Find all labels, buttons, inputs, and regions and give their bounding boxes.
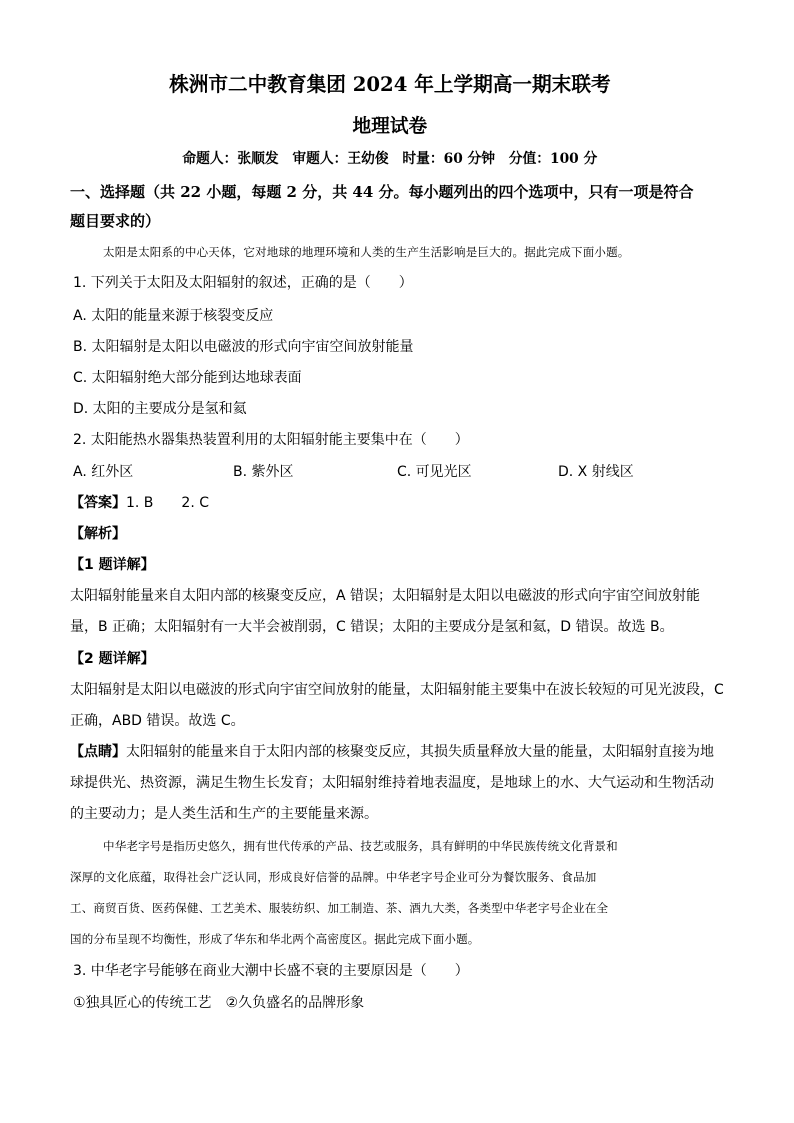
exam-meta: 命题人：张顺发 审题人：王幼俊 时量：60 分钟 分值：100 分 (182, 151, 598, 167)
question-2-option-b: B. 紫外区 (233, 464, 294, 480)
section-heading-line1: 一、选择题（共 22 小题，每题 2 分，共 44 分。每小题列出的四个选项中，只有一项是符合 (70, 183, 694, 201)
exam-title: 株洲市二中教育集团 2024 年上学期高一期末联考 (169, 72, 611, 96)
point-line-1: 太阳辐射的能量来自于太阳内部的核聚变反应，其损失质量释放大量的能量，太阳辐射直接为地 (126, 744, 714, 760)
exam-subject: 地理试卷 (352, 115, 428, 137)
point-row (70, 745, 714, 759)
answer-text: 1. B 2. C (126, 495, 209, 511)
point-line-2: 球提供光、热资源，满足生物生长发育；太阳辐射维持着地表温度，是地球上的水、大气运动和生物活动 (70, 775, 714, 791)
answer-label: 【答案】 (70, 495, 126, 511)
detail-1-line-1: 太阳辐射能量来自太阳内部的核聚变反应，A 错误；太阳辐射是太阳以电磁波的形式向宇宙空间放射能 (70, 588, 701, 604)
detail-2-line-1: 太阳辐射是太阳以电磁波的形式向宇宙空间放射的能量，太阳辐射能主要集中在波长较短的可见光波段，C (70, 682, 724, 698)
question-3-stem: 3. 中华老字号能够在商业大潮中长盛不衰的主要原因是（ ） (73, 963, 469, 979)
analysis-label: 【解析】 (70, 526, 126, 542)
question-1-option-a: A. 太阳的能量来源于核裂变反应 (73, 308, 274, 324)
detail-2-label: 【2 题详解】 (70, 651, 155, 667)
detail-2-line-2: 正确，ABD 错误。故选 C。 (70, 713, 245, 729)
detail-1-label: 【1 题详解】 (70, 557, 155, 573)
question-2-option-d: D. X 射线区 (558, 464, 634, 480)
question-1-stem: 1. 下列关于太阳及太阳辐射的叙述，正确的是（ ） (73, 275, 413, 291)
passage-brands-line-4: 国的分布呈现不均衡性，形成了华东和华北两个高密度区。据此完成下面小题。 (70, 932, 480, 946)
question-3-line-2: ①独具匠心的传统工艺 ②久负盛名的品牌形象 (73, 995, 365, 1011)
question-2-option-c: C. 可见光区 (397, 464, 472, 480)
point-line-3: 的主要动力；是人类生活和生产的主要能量来源。 (70, 806, 378, 822)
question-2-stem: 2. 太阳能热水器集热装置利用的太阳辐射能主要集中在（ ） (73, 432, 469, 448)
passage-brands-line-1: 中华老字号是指历史悠久，拥有世代传承的产品、技艺或服务，具有鲜明的中华民族传统文化背景和 (103, 839, 618, 853)
question-1-option-b: B. 太阳辐射是太阳以电磁波的形式向宇宙空间放射能量 (73, 339, 414, 355)
question-1-option-d: D. 太阳的主要成分是氢和氦 (73, 401, 247, 417)
question-2-option-a: A. 红外区 (73, 464, 134, 480)
point-label: 【点睛】 (70, 744, 126, 760)
section-heading-line2: 题目要求的） (70, 212, 161, 230)
passage-brands-line-2: 深厚的文化底蕴，取得社会广泛认同，形成良好信誉的品牌。中华老字号企业可分为餐饮服务、食品加 (70, 870, 597, 884)
answer-row (70, 496, 209, 510)
passage-brands-line-3: 工、商贸百货、医药保健、工艺美术、服装纺织、加工制造、茶、酒九大类，各类型中华老字号企业在全 (70, 901, 609, 915)
detail-1-line-2: 量，B 正确；太阳辐射有一大半会被削弱，C 错误；太阳的主要成分是氢和氦，D 错误。故选 B。 (70, 619, 674, 635)
passage-sun: 太阳是太阳系的中心天体，它对地球的地理环境和人类的生产生活影响是巨大的。据此完成下面小题。 (103, 245, 630, 259)
question-1-option-c: C. 太阳辐射绝大部分能到达地球表面 (73, 370, 302, 386)
